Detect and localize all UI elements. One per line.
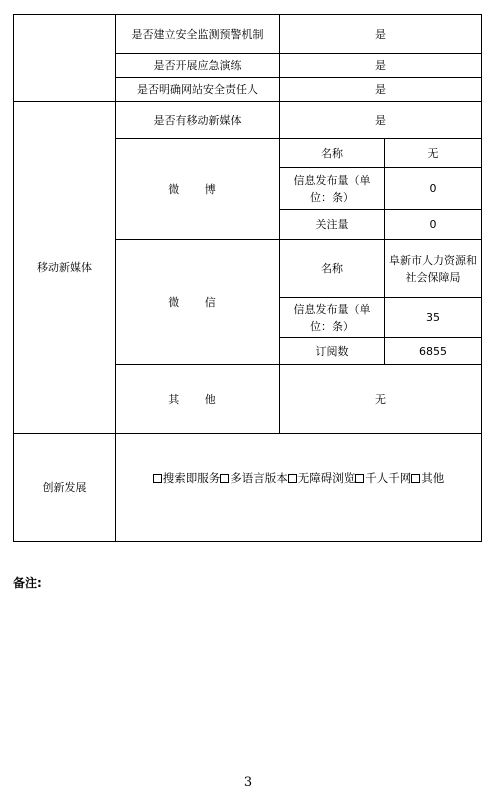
innovation-options — [116, 434, 482, 542]
wechat-name-label: 名称 — [280, 240, 385, 298]
checkbox-icon[interactable] — [288, 474, 297, 483]
row-label: 是否明确网站安全责任人 — [116, 78, 280, 102]
wechat-posts-label: 信息发布量（单位：条） — [280, 298, 385, 338]
option-label: 搜索即服务 — [162, 471, 221, 485]
report-table — [13, 14, 482, 542]
wechat-subscribers-label: 订阅数 — [280, 338, 385, 365]
weibo-posts-value: 0 — [385, 168, 482, 210]
checkbox-icon[interactable] — [220, 474, 229, 483]
wechat-subscribers-value: 6855 — [385, 338, 482, 365]
row-value: 是 — [280, 54, 482, 78]
weibo-label: 微 博 — [116, 139, 280, 240]
option-label: 无障碍浏览 — [297, 471, 356, 485]
weibo-followers-label: 关注量 — [280, 210, 385, 240]
table-row — [14, 434, 482, 542]
innovation-label: 创新发展 — [14, 434, 116, 542]
table-row — [14, 15, 482, 54]
has-mobile-value: 是 — [280, 102, 482, 139]
row-label: 是否开展应急演练 — [116, 54, 280, 78]
wechat-name-value: 阜新市人力资源和社会保障局 — [385, 240, 482, 298]
other-value: 无 — [280, 365, 482, 434]
table-row — [14, 102, 482, 139]
wechat-label: 微 信 — [116, 240, 280, 365]
checkbox-icon[interactable] — [411, 474, 420, 483]
checkbox-icon[interactable] — [153, 474, 162, 483]
option-label: 多语言版本 — [230, 471, 288, 485]
has-mobile-label: 是否有移动新媒体 — [116, 102, 280, 139]
option-label: 千人千网 — [365, 471, 412, 485]
weibo-followers-value: 0 — [385, 210, 482, 240]
note-label: 备注: — [13, 576, 42, 590]
other-label: 其 他 — [116, 365, 280, 434]
row-label: 是否建立安全监测预警机制 — [116, 15, 280, 54]
page-number: 3 — [243, 775, 253, 790]
wechat-posts-value: 35 — [385, 298, 482, 338]
weibo-posts-label: 信息发布量（单位：条） — [280, 168, 385, 210]
weibo-name-value: 无 — [385, 139, 482, 168]
mobile-section-label: 移动新媒体 — [14, 102, 116, 434]
option-label: 其他 — [421, 471, 445, 485]
row-value: 是 — [280, 78, 482, 102]
weibo-name-label: 名称 — [280, 139, 385, 168]
empty-category-cell — [14, 15, 116, 102]
row-value: 是 — [280, 15, 482, 54]
checkbox-icon[interactable] — [355, 474, 364, 483]
